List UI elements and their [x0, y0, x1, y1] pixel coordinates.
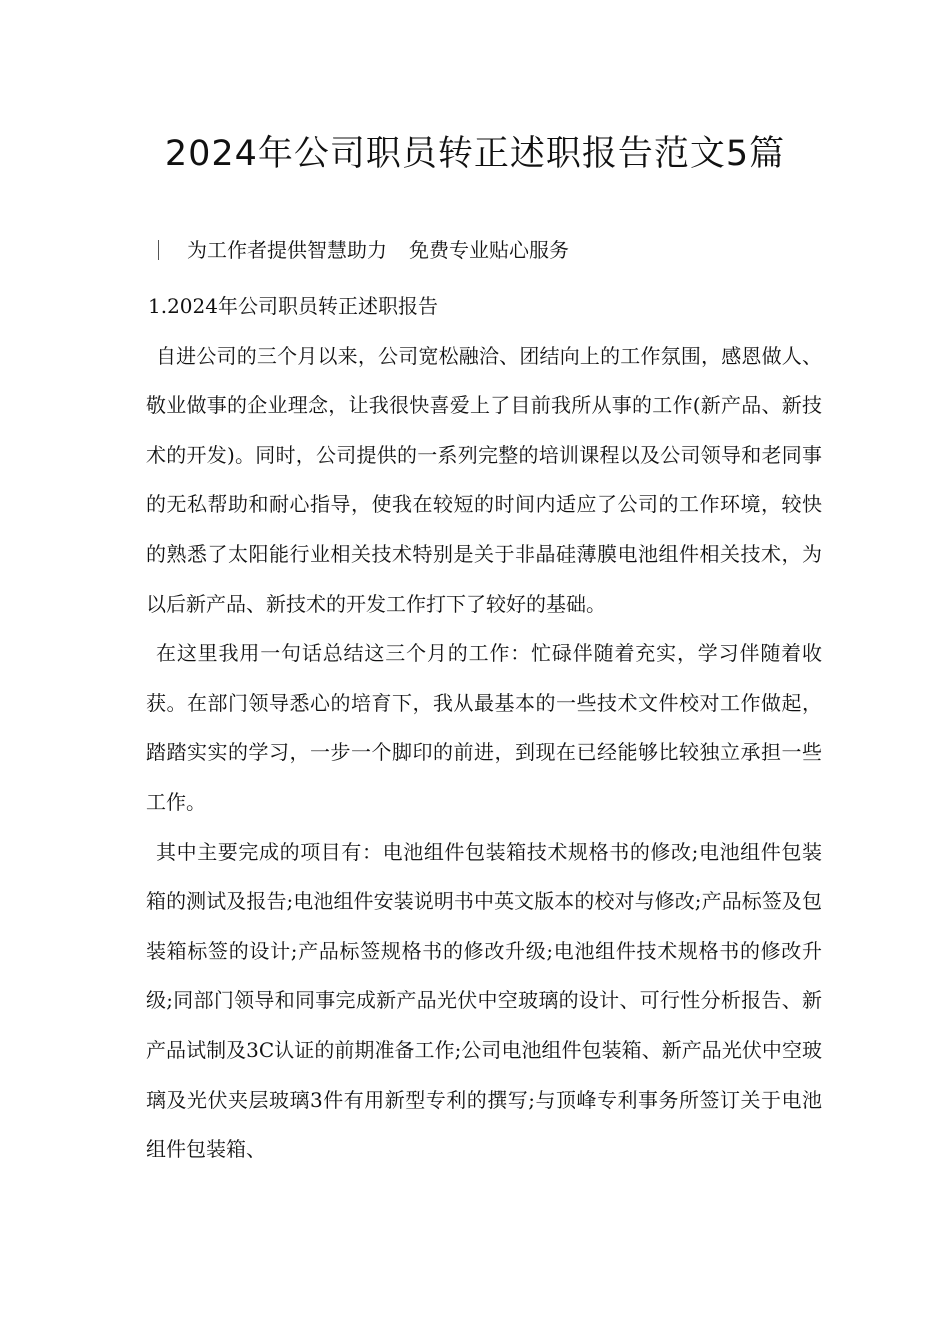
body-paragraph-2: 在这里我用一句话总结这三个月的工作：忙碌伴随着充实，学习伴随着收获。在部门领导悉心的培育下，我从最基本的一些技术文件校对工作做起，踏踏实实的学习，一步一个脚印的前进，到现在已经能够比较独立承担一些工作。: [146, 641, 822, 814]
slogan-line: [158, 232, 569, 268]
body-paragraph-3: 其中主要完成的项目有：电池组件包装箱技术规格书的修改;电池组件包装箱的测试及报告;电池组件安装说明书中英文版本的校对与修改;产品标签及包装箱标签的设计;产品标签规格书的修改升级;电池组件技术规格书的修改升级;同部门领导和同事完成新产品光伏中空玻璃的设计、可行性分析报告、新产品试制及3C认证的前期准备工作;公司电池组件包装箱、新产品光伏中空玻璃及光伏夹层玻璃3件有用新型专利的撰写;与顶峰专利事务所签订关于电池组件包装箱、: [146, 839, 822, 1162]
document-body: [146, 282, 822, 1175]
slogan-part-2: 免费专业贴心服务: [409, 238, 569, 262]
body-paragraph-1: 自进公司的三个月以来，公司宽松融洽、团结向上的工作氛围，感恩做人、敬业做事的企业理念，让我很快喜爱上了目前我所从事的工作(新产品、新技术的开发)。同时，公司提供的一系列完整的培训课程以及公司领导和老同事的无私帮助和耐心指导，使我在较短的时间内适应了公司的工作环境，较快的熟悉了太阳能行业相关技术特别是关于非晶硅薄膜电池组件相关技术，为以后新产品、新技术的开发工作打下了较好的基础。: [146, 343, 822, 616]
slogan-part-1: 为工作者提供智慧助力: [187, 238, 387, 262]
section-heading: 1.2024年公司职员转正述职报告: [148, 294, 438, 318]
slogan-divider: [158, 240, 159, 260]
document-title: 2024年公司职员转正述职报告范文5篇: [164, 134, 786, 174]
